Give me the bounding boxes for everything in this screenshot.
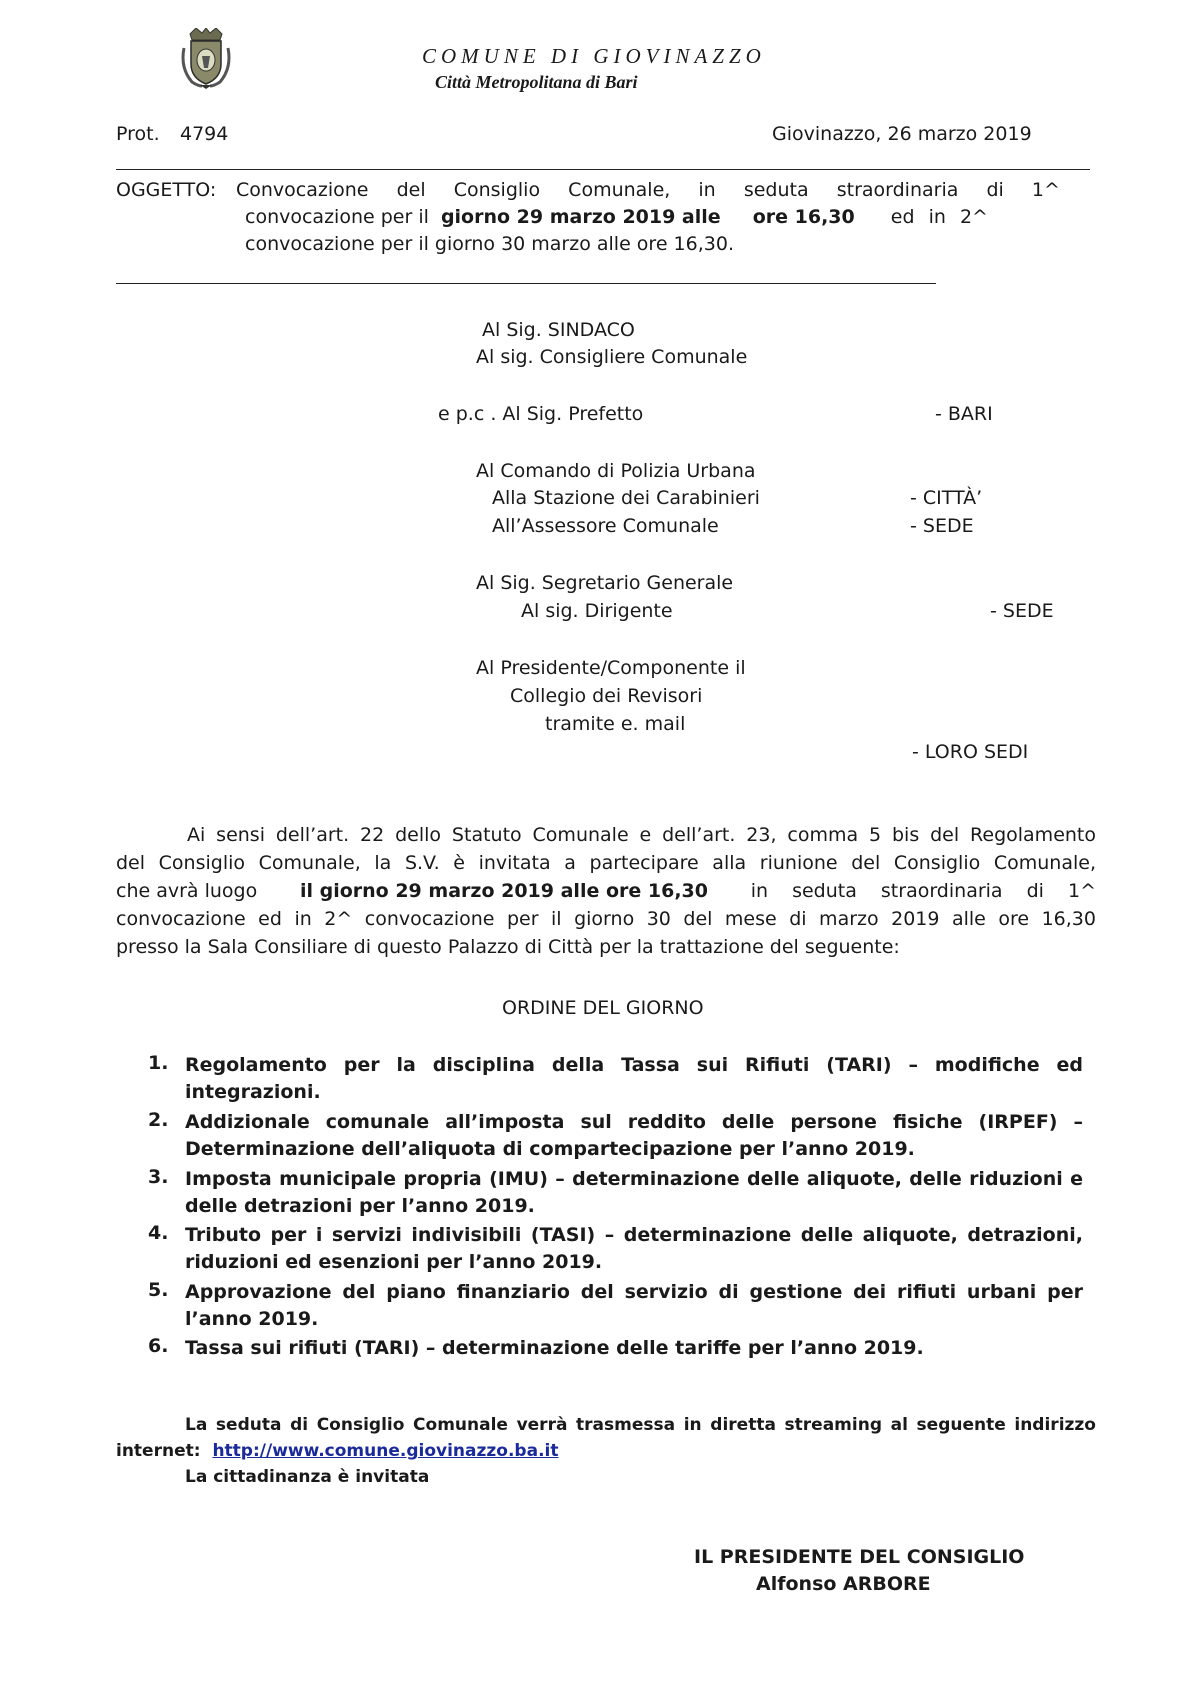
location-sede-1: - SEDE <box>910 515 974 537</box>
subject-word: seduta <box>743 179 809 201</box>
divider-top <box>116 169 1090 170</box>
agenda-line: Approvazione del piano finanziario del servizio di gestione dei rifiuti urbani per <box>185 1281 1083 1303</box>
recipient-collegio: Collegio dei Revisori <box>510 685 703 707</box>
metropolitan-city: Città Metropolitana di Bari <box>435 72 638 92</box>
signature-title: IL PRESIDENTE DEL CONSIGLIO <box>694 1546 1025 1568</box>
agenda-line: delle detrazioni per l’anno 2019. <box>185 1195 535 1217</box>
subject-word: del <box>396 179 426 201</box>
body-line-2: del Consiglio Comunale, la S.V. è invitata a partecipare alla riunione del Consiglio Comunale, <box>116 852 1096 874</box>
agenda-number: 6. <box>148 1335 169 1357</box>
subject-line-3: convocazione per il giorno 30 marzo alle ore 16,30. <box>245 233 734 255</box>
agenda-number: 1. <box>148 1052 169 1074</box>
agenda-line: Tassa sui rifiuti (TARI) – determinazione delle tariffe per l’anno 2019. <box>185 1337 924 1359</box>
streaming-prefix: internet: <box>116 1441 201 1461</box>
recipient-sindaco: Al Sig. SINDACO <box>482 319 635 341</box>
recipient-assessore: All’Assessore Comunale <box>492 515 719 537</box>
municipality-name: COMUNE DI GIOVINAZZO <box>422 44 766 68</box>
subject-line-1 <box>236 177 1060 204</box>
streaming-line-3: La cittadinanza è invitata <box>185 1467 430 1487</box>
recipient-consigliere: Al sig. Consigliere Comunale <box>476 346 748 368</box>
agenda-number: 5. <box>148 1279 169 1301</box>
subject-word: 1^ <box>1031 179 1060 201</box>
streaming-line-2 <box>116 1441 558 1461</box>
signature-name: Alfonso ARBORE <box>756 1573 931 1595</box>
subject-label: OGGETTO: <box>116 179 217 201</box>
subject-time-bold: ore 16,30 <box>752 206 855 228</box>
recipient-carabinieri: Alla Stazione dei Carabinieri <box>492 487 760 509</box>
location-sede-2: - SEDE <box>990 600 1054 622</box>
agenda-text <box>185 1052 1083 1106</box>
agenda-line: l’anno 2019. <box>185 1308 319 1330</box>
subject-date-bold: giorno 29 marzo 2019 alle <box>440 206 721 228</box>
body-line-4: convocazione ed in 2^ convocazione per il giorno 30 del mese di marzo 2019 alle ore 16,30 <box>116 908 1096 930</box>
subject-word: in <box>698 179 716 201</box>
recipient-polizia: Al Comando di Polizia Urbana <box>476 460 756 482</box>
recipient-presidente: Al Presidente/Componente il <box>476 657 746 679</box>
streaming-line-1: La seduta di Consiglio Comunale verrà trasmessa in diretta streaming al seguente indirizzo <box>185 1415 1096 1435</box>
recipient-prefetto: e p.c . Al Sig. Prefetto <box>438 403 644 425</box>
body-date-bold: il giorno 29 marzo 2019 alle ore 16,30 <box>299 880 708 902</box>
subject-text: ed in 2^ <box>890 206 988 228</box>
agenda-number: 2. <box>148 1109 169 1131</box>
place-date: Giovinazzo, 26 marzo 2019 <box>772 123 1032 145</box>
subject-word: straordinaria <box>836 179 959 201</box>
subject-text: convocazione per il <box>245 206 429 228</box>
agenda-line: riduzioni ed esenzioni per l’anno 2019. <box>185 1251 603 1273</box>
agenda-text <box>185 1335 1083 1362</box>
subject-word: di <box>986 179 1004 201</box>
divider-subject <box>116 283 936 284</box>
agenda-number: 4. <box>148 1222 169 1244</box>
agenda-text <box>185 1279 1083 1333</box>
body-text: che avrà luogo <box>116 880 258 902</box>
agenda-title: ORDINE DEL GIORNO <box>502 997 704 1019</box>
protocol-number: 4794 <box>180 123 229 145</box>
agenda-line: Determinazione dell’aliquota di compartecipazione per l’anno 2019. <box>185 1138 915 1160</box>
agenda-text <box>185 1166 1083 1220</box>
agenda-line: Regolamento per la disciplina della Tassa sui Rifiuti (TARI) – modifiche ed <box>185 1054 1083 1076</box>
streaming-url-link[interactable]: http://www.comune.giovinazzo.ba.it <box>212 1441 559 1461</box>
location-loro-sedi: - LORO SEDI <box>912 741 1029 763</box>
recipient-dirigente: Al sig. Dirigente <box>521 600 673 622</box>
agenda-line: integrazioni. <box>185 1081 321 1103</box>
agenda-line: Tributo per i servizi indivisibili (TASI) – determinazione delle aliquote, detrazioni, <box>185 1224 1083 1246</box>
municipal-crest-logo <box>178 28 234 90</box>
body-line-5: presso la Sala Consiliare di questo Palazzo di Città per la trattazione del seguente: <box>116 936 900 958</box>
agenda-line: Imposta municipale propria (IMU) – determinazione delle aliquote, delle riduzioni e <box>185 1168 1083 1190</box>
body-line-3 <box>116 878 1096 905</box>
subject-word: Consiglio <box>453 179 541 201</box>
recipient-email-note: tramite e. mail <box>545 713 686 735</box>
subject-word: Comunale, <box>568 179 671 201</box>
location-citta: - CITTÀ’ <box>910 487 983 509</box>
location-bari: - BARI <box>935 403 993 425</box>
protocol-label: Prot. <box>116 123 160 145</box>
agenda-text <box>185 1222 1083 1276</box>
body-line-1: Ai sensi dell’art. 22 dello Statuto Comunale e dell’art. 23, comma 5 bis del Regolamento <box>187 824 1096 846</box>
body-text: in seduta straordinaria di 1^ <box>750 880 1096 902</box>
recipient-segretario: Al Sig. Segretario Generale <box>476 572 734 594</box>
agenda-number: 3. <box>148 1166 169 1188</box>
agenda-line: Addizionale comunale all’imposta sul reddito delle persone fisiche (IRPEF) – <box>185 1111 1083 1133</box>
subject-line-2 <box>245 204 988 231</box>
subject-word: Convocazione <box>236 179 369 201</box>
agenda-text <box>185 1109 1083 1163</box>
